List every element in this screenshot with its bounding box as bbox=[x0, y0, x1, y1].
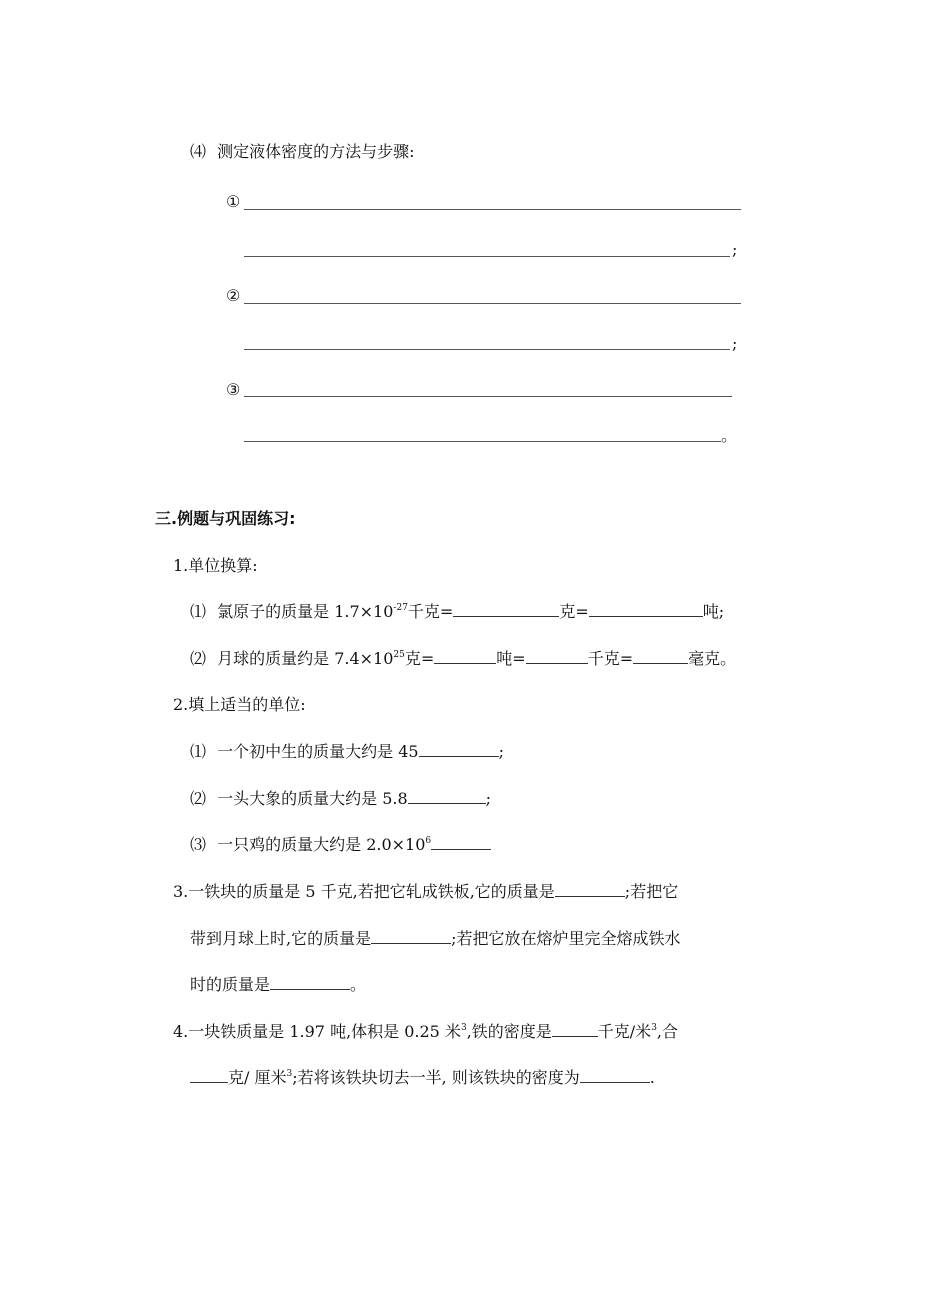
q1a-blank2[interactable] bbox=[589, 602, 703, 617]
step3-end: 。 bbox=[721, 426, 738, 445]
q2a-text: 一个初中生的质量大约是 45 bbox=[217, 742, 419, 761]
part4-heading bbox=[190, 142, 415, 162]
q3-l2a: 带到月球上时,它的质量是 bbox=[190, 929, 372, 948]
q4-l2exp: 3 bbox=[286, 1069, 293, 1079]
q1b-num: ⑵ bbox=[190, 649, 207, 668]
q3-l2b: ;若把它放在熔炉里完全熔成铁水 bbox=[451, 929, 681, 948]
q1b-line bbox=[190, 649, 736, 669]
q1b-blank3[interactable] bbox=[633, 649, 688, 664]
q4-l1exp2: 3 bbox=[651, 1023, 657, 1033]
q2c-text: 一只鸡的质量大约是 2.0×10 bbox=[217, 835, 426, 854]
q2c-exp: 6 bbox=[425, 836, 432, 846]
part4-label: ⑷ bbox=[190, 142, 207, 161]
q4-blank1[interactable] bbox=[552, 1022, 598, 1037]
q3-line2 bbox=[190, 929, 681, 949]
q3-blank1[interactable] bbox=[555, 882, 625, 897]
q1b-text1: 月球的质量约是 7.4×10 bbox=[217, 649, 394, 668]
step2-blank-line2[interactable] bbox=[244, 349, 730, 350]
q4-l1a: 4.一块铁质量是 1.97 吨,体积是 0.25 米 bbox=[173, 1022, 461, 1041]
step2-end: ; bbox=[732, 334, 738, 353]
q2b-num: ⑵ bbox=[190, 789, 207, 808]
q1b-text3: 吨= bbox=[496, 649, 526, 668]
step3-marker: ③ bbox=[226, 380, 241, 399]
q1-title: 1.单位换算: bbox=[173, 556, 258, 575]
q1a-text4: 吨; bbox=[702, 602, 725, 621]
step3-blank-line2[interactable] bbox=[244, 441, 721, 442]
q1b-text2: 克= bbox=[404, 649, 435, 668]
q1b-blank2[interactable] bbox=[526, 649, 588, 664]
q2c-line bbox=[190, 835, 491, 855]
step2-blank-line1[interactable] bbox=[244, 303, 741, 304]
step1-end: ; bbox=[732, 240, 738, 259]
q4-l1c: 千克/米 bbox=[597, 1022, 652, 1041]
q2b-end: ; bbox=[485, 789, 492, 808]
q1a-text2: 千克= bbox=[407, 602, 454, 621]
step1-blank-line2[interactable] bbox=[244, 256, 730, 257]
step1-marker: ① bbox=[226, 192, 241, 211]
section3-heading: 三.例题与巩固练习: bbox=[155, 509, 296, 528]
q4-line1 bbox=[173, 1022, 678, 1042]
q2b-blank[interactable] bbox=[408, 789, 486, 804]
q1b-text5: 毫克。 bbox=[688, 649, 737, 668]
q3-l1a: 3.一铁块的质量是 5 千克,若把它轧成铁板,它的质量是 bbox=[173, 882, 555, 901]
q4-l2c: . bbox=[649, 1068, 655, 1087]
q1a-num: ⑴ bbox=[190, 602, 207, 621]
q2c-blank[interactable] bbox=[431, 835, 491, 850]
q4-line2 bbox=[190, 1068, 655, 1088]
q3-line3 bbox=[190, 975, 366, 995]
q2b-text: 一头大象的质量大约是 5.8 bbox=[217, 789, 408, 808]
q1a-line bbox=[190, 602, 724, 622]
q2a-num: ⑴ bbox=[190, 742, 207, 761]
q2c-num: ⑶ bbox=[190, 835, 207, 854]
step2-marker: ② bbox=[226, 286, 241, 305]
q3-l1b: ;若把它 bbox=[624, 882, 679, 901]
q1b-text4: 千克= bbox=[587, 649, 634, 668]
q2b-line bbox=[190, 789, 491, 809]
q2-title: 2.填上适当的单位: bbox=[173, 695, 306, 714]
q1a-blank1[interactable] bbox=[453, 602, 559, 617]
q1a-exp: -27 bbox=[393, 603, 408, 613]
q1a-text1: 氯原子的质量是 1.7×10 bbox=[217, 602, 394, 621]
step1-blank-line1[interactable] bbox=[244, 209, 741, 210]
q3-l3a: 时的质量是 bbox=[190, 975, 271, 994]
q4-l1b: ,铁的密度是 bbox=[466, 1022, 552, 1041]
q3-line1 bbox=[173, 882, 678, 902]
part4-title: 测定液体密度的方法与步骤: bbox=[217, 142, 415, 161]
q4-l2b: ;若将该铁块切去一半, 则该铁块的密度为 bbox=[292, 1068, 580, 1087]
q4-blank3[interactable] bbox=[580, 1068, 650, 1083]
q4-blank2[interactable] bbox=[190, 1068, 228, 1083]
q4-l2a: 克/ 厘米 bbox=[228, 1068, 287, 1087]
q2a-line bbox=[190, 742, 504, 762]
q3-blank2[interactable] bbox=[371, 929, 451, 944]
q2a-blank[interactable] bbox=[419, 742, 499, 757]
q3-blank3[interactable] bbox=[270, 975, 350, 990]
step3-blank-line1[interactable] bbox=[244, 396, 732, 397]
q1a-text3: 克= bbox=[559, 602, 589, 621]
q3-l3b: 。 bbox=[350, 975, 367, 994]
q4-l1d: ,合 bbox=[656, 1022, 679, 1041]
q4-l1exp: 3 bbox=[460, 1023, 467, 1033]
q2a-end: ; bbox=[498, 742, 504, 761]
q1b-exp: 25 bbox=[393, 650, 405, 660]
q1b-blank1[interactable] bbox=[434, 649, 496, 664]
